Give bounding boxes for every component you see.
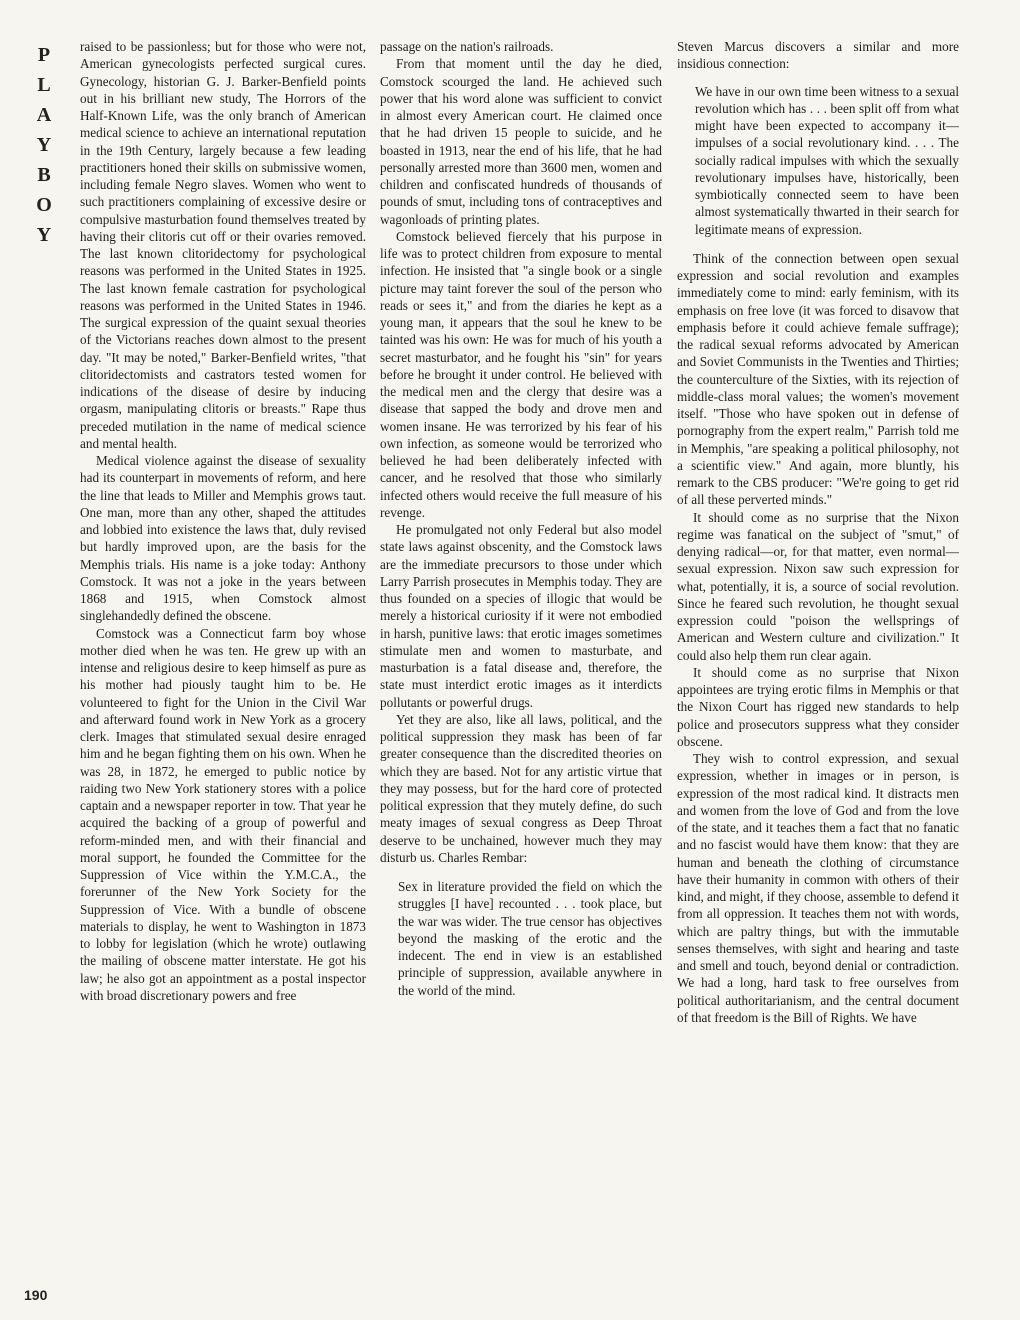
magazine-letter: L bbox=[37, 74, 51, 96]
magazine-name-vertical bbox=[24, 40, 64, 250]
block-quote bbox=[695, 83, 959, 238]
paragraph: raised to be passionless; but for those who were not, American gynecologists perfected surgical cures. Gynecology, historian G. J. Barker-Benfield points out in his brilliant new study, The Horrors of the Half-Known Life, was the only branch of American medical science to achieve an international reputation in the 19th Century, largely because a few leading practitioners honed their skills on submissive women, including female Negro slaves. Women who went to such practitioners complaining of excessive desire or compulsive masturbation found themselves treated by having their clitoris cut off or their ovaries removed. The last known clitoridectomy for psychological reasons was performed in the United States in 1925. The last known female castration for psychological reasons was performed in the United States in 1946. The surgical expression of the quaint sexual theories of the Victorians reaches down almost to the present day. "It may be noted," Barker-Benfield writes, "that clitoridectomists and castrators tested women for indications of the disease of desire by inducing orgasm, manipulating clitoris or breasts." Rape thus preceded mutilation in the name of medical science and mental health. bbox=[80, 39, 366, 451]
article-column-1 bbox=[80, 38, 366, 1004]
magazine-letter: A bbox=[36, 104, 52, 126]
paragraph: Comstock believed fiercely that his purpose in life was to protect children from exposure to mental infection. He insisted that "a single book or a single picture may taint forever the soul of the person who reads or sees it," and from the diaries he kept as a young man, it appears that the soul he knew to be tainted was his own: He was for much of his youth a secret masturbator, and he fought his "sin" for years before he brought it under control. He believed with the medical men and the clergy that desire was a disease that sapped the body and drove men and women insane. He was terrorized by his fear of his own infection, as someone would be terrorized who believed he had been deliberately infected with cancer, and he resolved that those who similarly infected others would receive the full measure of his revenge. bbox=[380, 228, 662, 520]
paragraph: They wish to control expression, and sexual expression, whether in images or in person, is expression of the most radical kind. It distracts men and women from the love of God and from the love of the state, and it teaches them a fact that no fanatic and no fascist would have them know: that they are human and beneath the clothing of circumstance have their humanity in common with others of their kind, and might, if they choose, assemble to defend it from all oppression. It teaches them not with words, which are paltry things, but with the immutable senses themselves, with sight and hearing and taste and smell and touch, beyond denial or contradiction. We had a long, hard task to free ourselves from political authoritarianism, and the central document of that freedom is the Bill of Rights. We have bbox=[677, 751, 960, 1025]
paragraph: He promulgated not only Federal but also model state laws against obscenity, and the Comstock laws are the immediate precursors to those under which Larry Parrish prosecutes in Memphis today. They are thus founded on a species of illogic that would be merely a historical curiosity if it were not embodied in harsh, punitive laws: that erotic images sometimes stimulate men and women to masturbate, and masturbation is a fatal disease and, therefore, the state must interdict erotic images as it interdicts pollutants or powerful drugs. bbox=[380, 522, 662, 710]
article-column-3 bbox=[677, 38, 959, 1026]
paragraph: From that moment until the day he died, Comstock scourged the land. He achieved such power that his word alone was sufficient to convict in almost every American court. He claimed once that he had driven 15 people to suicide, and he boasted in 1913, near the end of his life, that he had personally arrested more than 3600 men, women and children and confiscated hundreds of thousands of pounds of smut, including tons of contraceptives and wagonloads of printing plates. bbox=[380, 56, 662, 227]
block-quote bbox=[398, 878, 662, 999]
magazine-letter: B bbox=[37, 164, 51, 186]
paragraph: It should come as no surprise that the Nixon regime was fanatical on the subject of "smut," of denying radical—or, for that matter, even normal—sexual expression. Nixon saw such expression for what, potentially, it is, a source of social revolution. Since he feared such revolution, he thought sexual expression could "poison the wellsprings of American and Western culture and civilization." It could also help them run clear again. bbox=[677, 509, 959, 663]
paragraph: Comstock was a Connecticut farm boy whose mother died when he was ten. He grew up with an intense and religious desire to keep himself as pure as his mother had piously taught him to be. He volunteered to fight for the Union in the Civil War and afterward found work in New York as a grocery clerk. Images that stimulated sexual desire enraged him and he began fighting them on his own. When he was 28, in 1872, he emerged to public notice by raiding two New York stationery stores with a police captain and a newspaper reporter in tow. That year he acquired the backing of a group of powerful and reform-minded men, and with their financial and moral support, he founded the Committee for the Suppression of Vice within the Y.M.C.A., the forerunner of the New York Society for the Suppression of Vice. With a bundle of obscene materials to display, he went to Washington in 1873 to lobby for legislation (which he wrote) outlawing the mailing of obscene matter interstate. He got his law; he also got an appointment as a postal inspector with broad discretionary powers and free bbox=[80, 625, 366, 1003]
paragraph: passage on the nation's railroads. bbox=[380, 39, 554, 54]
magazine-letter: Y bbox=[36, 224, 52, 246]
magazine-letter: Y bbox=[36, 134, 52, 156]
paragraph: Yet they are also, like all laws, political, and the political suppression they mask has been of far greater consequence than the discredited theories on which they are based. Not for any artistic virtue that they may possess, but for the hard core of protected political expression that they mutely define, do such meaty images of sexual congress as Deep Throat deserve to be unchained, however much they may disturb us. Charles Rembar: bbox=[380, 711, 662, 865]
page-number: 190 bbox=[24, 1287, 48, 1303]
paragraph: Steven Marcus discovers a similar and more insidious connection: bbox=[677, 39, 959, 72]
quote-text: We have in our own time been witness to a sexual revolution which has . . . been split off from what might have been expected to accompany it—impulses of a social revolutionary kind. . . . The socially radical impulses with which the sexually revolutionary impulses have, historically, been symbiotically connected seem to have been almost systematically thwarted in their search for legitimate means of expression. bbox=[695, 83, 959, 237]
magazine-letter: P bbox=[37, 44, 51, 66]
paragraph: It should come as no surprise that Nixon appointees are trying erotic films in Memphis or that the Nixon Court has rigged new standards to help police and prosecutors suppress what they consider obscene. bbox=[677, 664, 959, 749]
paragraph: Think of the connection between open sexual expression and social revolution and examples immediately come to mind: early feminism, with its emphasis on free love (it was forced to disavow that emphasis before it could achieve female suffrage); the radical sexual reforms advocated by American and Soviet Communists in the Twenties and Thirties; the counterculture of the Sixties, with its rejection of middle-class moral values; the women's movement itself. "Those who have spoken out in defense of pornography from the expert realm," Parrish told me in Memphis, "are speaking a political philosophy, not a scientific view." And again, more bluntly, his remark to the CBS producer: "We're going to get rid of all these perverted minds." bbox=[677, 250, 959, 508]
article-column-2 bbox=[380, 38, 662, 1007]
quote-text: Sex in literature provided the field on which the struggles [I have] recounted . . . took place, but the war was wider. The true censor has objectives beyond the masking of the erotic and the indecent. The end in view is an established principle of suppression, available anywhere in the world of the mind. bbox=[398, 879, 662, 998]
magazine-letter: O bbox=[36, 194, 52, 216]
paragraph: Medical violence against the disease of sexuality had its counterpart in movements of reform, and here the line that leads to Miller and Memphis grows taut. One man, more than any other, shaped the attitudes and lobbied into existence the laws that, duly revised but hardly improved upon, are the basis for the Memphis trials. His name is a joke today: Anthony Comstock. It was not a joke in the years between 1868 and 1915, when Comstock almost singlehandedly defined the obscene. bbox=[80, 453, 366, 624]
